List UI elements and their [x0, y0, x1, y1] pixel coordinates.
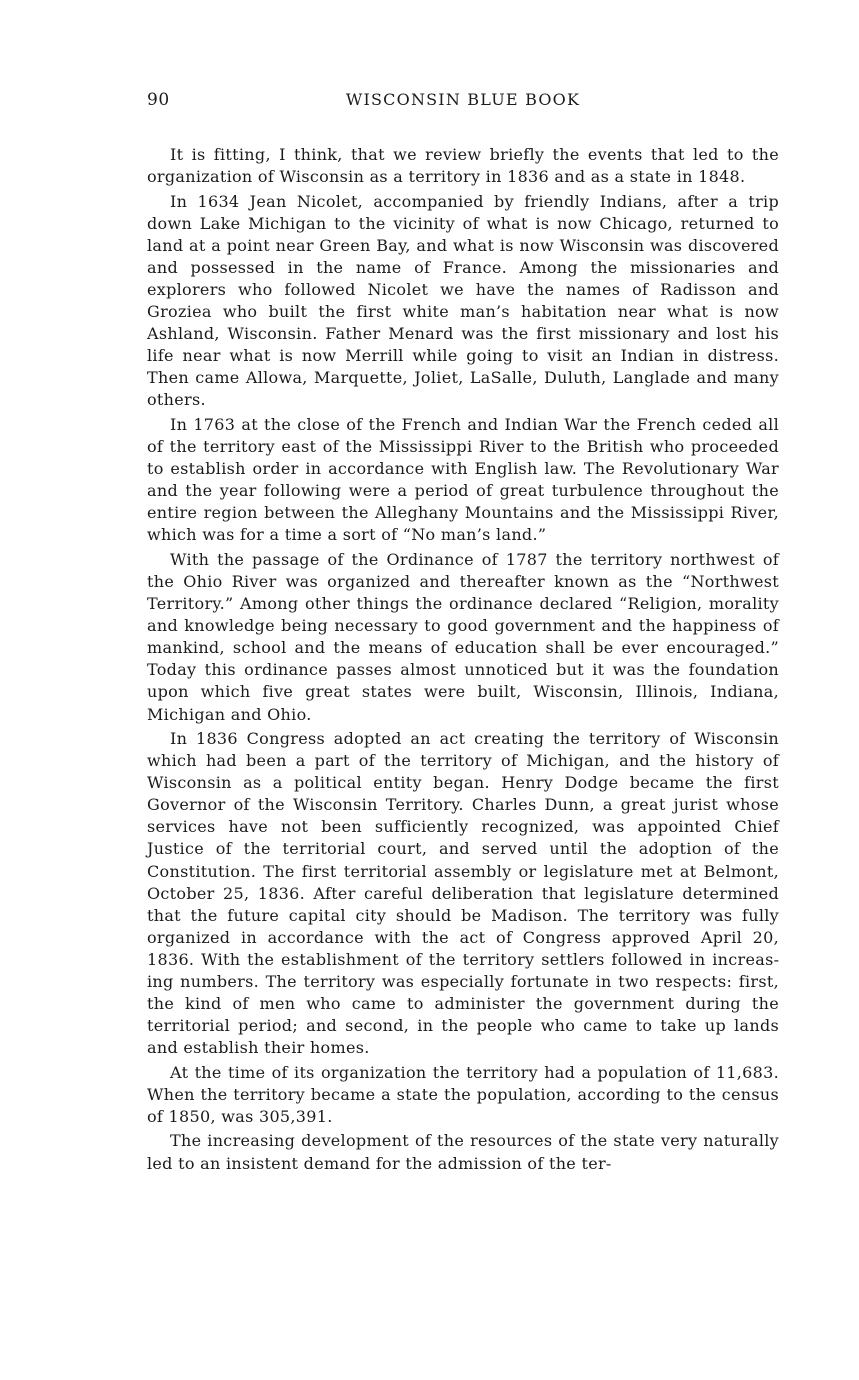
- paragraph-nicolet-explorers: In 1634 Jean Nicolet, accompanied by friendly Indians, after a trip down Lake Michigan to the vicinity of what is now Chicago, returned to land at a point near Green Bay, and what is now Wisconsin was discovered and possessed in the name of France. Among the missionaries and explorers who followed Nicolet we have the names of Radisson and Groziea who built the first white man’s habitation near what is now Ashland, Wisconsin. Father Menard was the first missionary and lost his life near what is now Merrill while going to visit an Indian in distress. Then came Allowa, Marquette, Joliet, LaSalle, Duluth, Langlade and many others.: [147, 191, 779, 410]
- paragraph-french-indian-war: In 1763 at the close of the French and Indian War the French ceded all of the territory east of the Mississippi River to the British who proceeded to establish order in accordance with English law. The Revolutionary War and the year following were a period of great turbulence throughout the entire region between the Alleghany Mountains and the Mississippi River, which was for a time a sort of “No man’s land.”: [147, 414, 779, 545]
- paragraph-territory-1836: In 1836 Congress adopted an act creating the territory of Wisconsin which had been a part of the territory of Michigan, and the history of Wisconsin as a political entity began. Henry Dodge became the first Governor of the Wisconsin Territory. Charles Dunn, a great jurist whose services have not been sufficiently recognized, was appointed Chief Justice of the territorial court, and served until the adoption of the Constitution. The first territorial assembly or legislature met at Belmont, October 25, 1836. After careful deliberation that legislature determined that the future capital city should be Madison. The territory was fully organized in accordance with the act of Congress approved April 20, 1836. With the establishment of the territory settlers followed in increasing numbers. The territory was especially fortunate in two respects: first, the kind of men who came to administer the government during the territorial period; and second, in the people who came to take up lands and establish their homes.: [147, 729, 779, 1058]
- body-text: [147, 144, 779, 1177]
- page-header: [147, 90, 779, 116]
- paragraph-population: At the time of its organization the territory had a population of 11,683. When the territory became a state the population, according to the census of 1850, was 305,391.: [147, 1062, 779, 1126]
- paragraph-ordinance-1787: With the passage of the Ordinance of 1787 the territory northwest of the Ohio River was organized and thereafter known as the “Northwest Territory.” Among other things the ordinance declared “Religion, morality and knowledge being necessary to good government and the happiness of mankind, school and the means of education shall be ever encouraged.” Today this ordinance passes almost unnoticed but it was the foundation upon which five great states were built, Wisconsin, Illinois, Indiana, Michigan and Ohio.: [147, 549, 779, 724]
- page-number: 90: [147, 90, 170, 110]
- running-title: WISCONSIN BLUE BOOK: [345, 90, 581, 109]
- paragraph-statehood-demand: The increasing development of the resources of the state very naturally led to an insistent demand for the admission of the ter-: [147, 1131, 779, 1173]
- paragraph-territory-events: It is fitting, I think, that we review briefly the events that led to the organization of Wisconsin as a territory in 1836 and as a state in 1848.: [147, 145, 779, 187]
